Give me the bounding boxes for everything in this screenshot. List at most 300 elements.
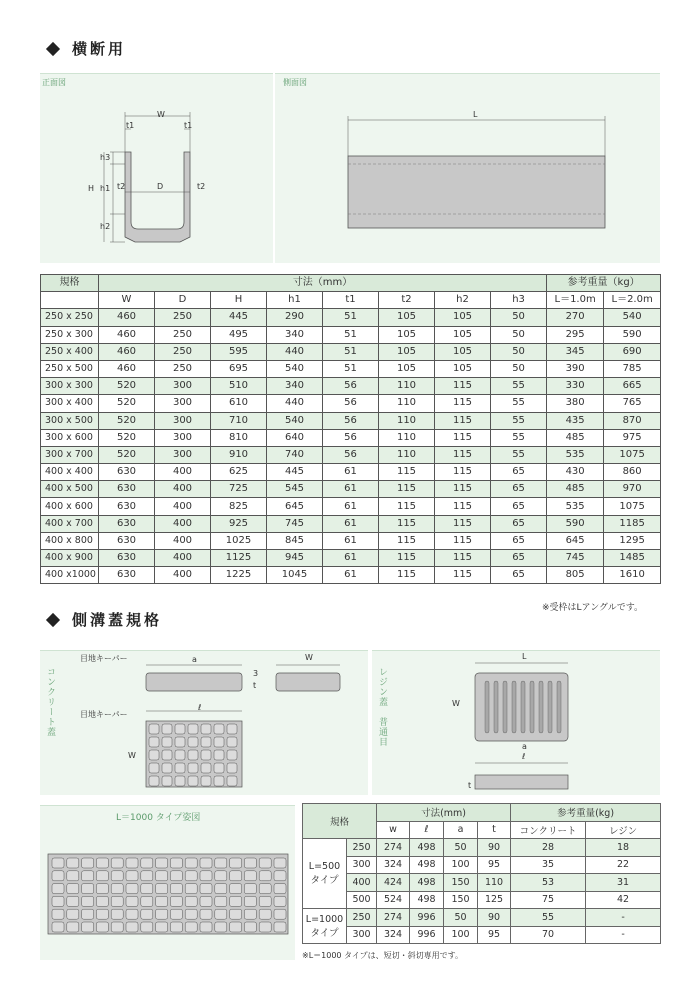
value-cell: 445 (211, 309, 267, 326)
value-cell: 105 (435, 360, 491, 377)
value-cell: 645 (267, 498, 323, 515)
cover-hole (215, 922, 227, 932)
cover-value-cell: 42 (586, 891, 661, 909)
cover-hole (141, 922, 153, 932)
value-cell: 115 (379, 481, 435, 498)
section-title-crossing (48, 38, 126, 59)
value-cell: 300 (155, 378, 211, 395)
col-header: t1 (323, 292, 379, 309)
cover-hole (259, 896, 271, 906)
table-row (41, 429, 661, 446)
value-cell: 55 (491, 412, 547, 429)
size-cell: 300 x 700 (41, 446, 99, 463)
dim-W-top: W (305, 653, 313, 662)
value-cell: 400 (155, 515, 211, 532)
table-row (41, 412, 661, 429)
value-cell: 65 (491, 550, 547, 567)
value-cell: 400 (155, 464, 211, 481)
cover-hole (175, 750, 185, 760)
value-cell: 65 (491, 515, 547, 532)
value-cell: 785 (604, 360, 661, 377)
value-cell: 105 (435, 343, 491, 360)
col-header: H (211, 292, 267, 309)
value-cell: 115 (435, 515, 491, 532)
joint-keeper-label-1: 目地キーパー (80, 654, 128, 663)
value-cell: 640 (267, 429, 323, 446)
cover-value-cell: 55 (511, 909, 586, 927)
cover-hole (185, 909, 197, 919)
cover-note: ※L＝1000 タイプは、短切・斜切専用です。 (302, 951, 464, 960)
value-cell: 340 (267, 378, 323, 395)
cover-table-row (303, 856, 661, 874)
cover-hole (200, 884, 212, 894)
cover-table-row (303, 891, 661, 909)
cover-table-row (303, 874, 661, 892)
cover-hole (185, 896, 197, 906)
value-cell: 51 (323, 360, 379, 377)
cover-hole (200, 922, 212, 932)
cover-col-header: t (478, 821, 511, 839)
cover-table (302, 803, 661, 944)
cover-hole (52, 896, 64, 906)
cover-hole (214, 750, 224, 760)
dim-D: D (157, 182, 164, 191)
cover-hole (175, 776, 185, 786)
value-cell: 105 (435, 326, 491, 343)
resin-slot (521, 681, 525, 733)
col-header: h3 (491, 292, 547, 309)
cover-value-cell: 110 (478, 874, 511, 892)
value-cell: 460 (99, 309, 155, 326)
value-cell: 630 (99, 481, 155, 498)
cover-hole (201, 776, 211, 786)
cover-value-cell: 90 (478, 839, 511, 857)
cover-hole (200, 871, 212, 881)
value-cell: 765 (604, 395, 661, 412)
col-header: t2 (379, 292, 435, 309)
dim-h3: h3 (100, 153, 111, 162)
cover-hole (82, 909, 94, 919)
value-cell: 65 (491, 481, 547, 498)
value-cell: 485 (547, 481, 604, 498)
l1000-drawing (40, 806, 295, 961)
value-cell: 1075 (604, 446, 661, 463)
cover-hole (141, 884, 153, 894)
value-cell: 250 (155, 309, 211, 326)
cover-hole (126, 896, 138, 906)
cover-hole (259, 922, 271, 932)
cover-hole (175, 737, 185, 747)
table-row (41, 395, 661, 412)
cover-hole (188, 737, 198, 747)
concrete-cover-panel (40, 650, 368, 795)
cover-hole (126, 922, 138, 932)
cover-hole (244, 858, 256, 868)
value-cell: 445 (267, 464, 323, 481)
section-title-text: 横断用 (72, 40, 127, 58)
value-cell: 970 (604, 481, 661, 498)
cover-col-header: a (444, 821, 478, 839)
cover-hole (170, 909, 182, 919)
cover-hole (156, 871, 168, 881)
value-cell: 925 (211, 515, 267, 532)
cover-hole (170, 884, 182, 894)
cover-hole (126, 884, 138, 894)
cover-hole (126, 909, 138, 919)
cover-hole (214, 737, 224, 747)
cover-hole (259, 884, 271, 894)
value-cell: 110 (379, 378, 435, 395)
value-cell: 110 (379, 412, 435, 429)
cover-value-cell: 150 (444, 891, 478, 909)
dim-resin-l: ℓ (522, 752, 526, 761)
dim-W: W (157, 110, 165, 119)
cover-hole (227, 737, 237, 747)
value-cell: 1045 (267, 567, 323, 584)
cover-size-cell: 250 (347, 909, 377, 927)
cover-value-cell: 498 (410, 874, 444, 892)
cover-value-cell: 324 (377, 856, 410, 874)
cover-header-weight: 参考重量(kg) (511, 804, 661, 822)
value-cell: 1485 (604, 550, 661, 567)
cover-hole (52, 871, 64, 881)
cover-hole (244, 922, 256, 932)
size-cell: 400 x 500 (41, 481, 99, 498)
cover-hole (274, 884, 286, 894)
cover-hole (149, 737, 159, 747)
value-cell: 380 (547, 395, 604, 412)
cover-hole (52, 858, 64, 868)
value-cell: 495 (211, 326, 267, 343)
value-cell: 115 (435, 550, 491, 567)
value-cell: 56 (323, 412, 379, 429)
value-cell: 1125 (211, 550, 267, 567)
cover-hole (141, 896, 153, 906)
value-cell: 710 (211, 412, 267, 429)
cover-hole (52, 922, 64, 932)
value-cell: 115 (435, 378, 491, 395)
size-cell: 300 x 500 (41, 412, 99, 429)
cover-hole (230, 922, 242, 932)
value-cell: 250 (155, 326, 211, 343)
value-cell: 400 (155, 567, 211, 584)
value-cell: 630 (99, 498, 155, 515)
cover-hole (126, 871, 138, 881)
value-cell: 485 (547, 429, 604, 446)
value-cell: 825 (211, 498, 267, 515)
cover-hole (149, 750, 159, 760)
value-cell: 115 (379, 550, 435, 567)
value-cell: 105 (379, 343, 435, 360)
size-cell: 250 x 500 (41, 360, 99, 377)
resin-slot (512, 681, 516, 733)
resin-slot (494, 681, 498, 733)
diamond-icon (46, 41, 60, 55)
value-cell: 595 (211, 343, 267, 360)
cover-value-cell: - (586, 926, 661, 944)
cover-hole (185, 871, 197, 881)
cover-hole (162, 737, 172, 747)
cover-hole (201, 763, 211, 773)
dim-resin-t: t (468, 781, 472, 790)
value-cell: 630 (99, 515, 155, 532)
cover-hole (230, 884, 242, 894)
dim-resin-a: a (522, 742, 527, 751)
cover-value-cell: 424 (377, 874, 410, 892)
value-cell: 65 (491, 567, 547, 584)
value-cell: 805 (547, 567, 604, 584)
cover-hole (149, 776, 159, 786)
cover-hole (227, 750, 237, 760)
value-cell: 430 (547, 464, 604, 481)
size-cell: 250 x 250 (41, 309, 99, 326)
cover-hole (82, 871, 94, 881)
cover-weight-col-header: レジン (586, 821, 661, 839)
value-cell: 1025 (211, 532, 267, 549)
cover-value-cell: 35 (511, 856, 586, 874)
concrete-cover-label: コンクリート蓋 (45, 667, 55, 737)
value-cell: 110 (379, 395, 435, 412)
value-cell: 625 (211, 464, 267, 481)
cover-hole (149, 763, 159, 773)
table-row (41, 309, 661, 326)
cover-hole (215, 909, 227, 919)
dim-resin-W: W (452, 699, 460, 708)
cover-hole (274, 922, 286, 932)
side-view-label: 側面図 (283, 78, 307, 87)
cover-hole (96, 896, 108, 906)
value-cell: 51 (323, 343, 379, 360)
value-cell: 1225 (211, 567, 267, 584)
value-cell: 520 (99, 429, 155, 446)
value-cell: 345 (547, 343, 604, 360)
value-cell: 535 (547, 498, 604, 515)
value-cell: 105 (379, 360, 435, 377)
dim-t1-right: t1 (184, 121, 193, 130)
value-cell: 50 (491, 309, 547, 326)
table-row (41, 464, 661, 481)
size-cell: 400 x 600 (41, 498, 99, 515)
cover-value-cell: - (586, 909, 661, 927)
value-cell: 520 (99, 378, 155, 395)
value-cell: 1075 (604, 498, 661, 515)
value-cell: 910 (211, 446, 267, 463)
cover-hole (170, 922, 182, 932)
cover-hole (67, 884, 79, 894)
value-cell: 105 (379, 326, 435, 343)
size-cell: 250 x 300 (41, 326, 99, 343)
dim-h2: h2 (100, 222, 111, 231)
value-cell: 115 (379, 464, 435, 481)
value-cell: 300 (155, 395, 211, 412)
dim-t2-left: t2 (117, 182, 126, 191)
value-cell: 115 (435, 464, 491, 481)
cover-hole (156, 896, 168, 906)
group-name-cell (303, 909, 347, 944)
value-cell: 440 (267, 395, 323, 412)
cover-size-cell: 250 (347, 839, 377, 857)
cover-hole (227, 776, 237, 786)
header-blank (41, 292, 99, 309)
value-cell: 630 (99, 464, 155, 481)
group-name-line2: タイプ (310, 875, 339, 886)
cover-value-cell: 31 (586, 874, 661, 892)
value-cell: 340 (267, 326, 323, 343)
value-cell: 540 (267, 412, 323, 429)
value-cell: 400 (155, 498, 211, 515)
cover-value-cell: 95 (478, 856, 511, 874)
cover-hole (188, 763, 198, 773)
cover-hole (188, 724, 198, 734)
value-cell: 65 (491, 532, 547, 549)
cover-value-cell: 524 (377, 891, 410, 909)
cover-hole (215, 858, 227, 868)
header-weight: 参考重量（kg） (547, 275, 661, 292)
table-row (41, 343, 661, 360)
cover-value-cell: 95 (478, 926, 511, 944)
resin-cover-panel (372, 650, 660, 795)
value-cell: 65 (491, 464, 547, 481)
value-cell: 61 (323, 498, 379, 515)
dim-l: ℓ (198, 703, 202, 712)
value-cell: 61 (323, 532, 379, 549)
cover-value-cell: 100 (444, 856, 478, 874)
value-cell: 725 (211, 481, 267, 498)
value-cell: 115 (379, 515, 435, 532)
spec-note: ※受枠はLアングルです。 (542, 603, 644, 613)
cover-value-cell: 150 (444, 874, 478, 892)
value-cell: 295 (547, 326, 604, 343)
value-cell: 61 (323, 550, 379, 567)
cover-table-row (303, 839, 661, 857)
cover-value-cell: 53 (511, 874, 586, 892)
value-cell: 630 (99, 567, 155, 584)
dim-3: 3 (253, 669, 259, 678)
value-cell: 690 (604, 343, 661, 360)
value-cell: 55 (491, 446, 547, 463)
cover-hole (82, 884, 94, 894)
cover-hole (162, 763, 172, 773)
value-cell: 50 (491, 343, 547, 360)
value-cell: 115 (435, 498, 491, 515)
cover-hole (259, 871, 271, 881)
cover-hole (111, 858, 123, 868)
value-cell: 115 (435, 481, 491, 498)
weight-col-header: L＝2.0m (604, 292, 661, 309)
cover-hole (244, 871, 256, 881)
cover-hole (188, 750, 198, 760)
side-view-drawing (275, 74, 660, 264)
cover-hole (201, 750, 211, 760)
value-cell: 115 (379, 532, 435, 549)
value-cell: 810 (211, 429, 267, 446)
cover-value-cell: 274 (377, 909, 410, 927)
cover-size-cell: 300 (347, 926, 377, 944)
diamond-icon (46, 612, 60, 626)
group-name-line1: L=1000 (305, 913, 344, 925)
cover-value-cell: 498 (410, 839, 444, 857)
cover-hole (170, 871, 182, 881)
cover-hole (52, 884, 64, 894)
cover-hole (111, 909, 123, 919)
size-cell: 400 x 700 (41, 515, 99, 532)
cover-value-cell: 996 (410, 909, 444, 927)
cover-value-cell: 90 (478, 909, 511, 927)
cover-hole (259, 858, 271, 868)
dim-H: H (88, 184, 95, 193)
value-cell: 510 (211, 378, 267, 395)
cover-hole (141, 909, 153, 919)
front-view-panel (40, 73, 273, 263)
cover-hole (244, 909, 256, 919)
table-row (41, 446, 661, 463)
cover-hole (201, 737, 211, 747)
value-cell: 330 (547, 378, 604, 395)
value-cell: 1610 (604, 567, 661, 584)
size-cell: 400 x 400 (41, 464, 99, 481)
cover-hole (111, 922, 123, 932)
l1000-label: L＝1000 タイプ姿図 (116, 813, 201, 823)
value-cell: 400 (155, 550, 211, 567)
resin-slot (548, 681, 552, 733)
spec-table (40, 274, 661, 584)
cover-hole (185, 922, 197, 932)
cover-value-cell: 498 (410, 891, 444, 909)
value-cell: 545 (267, 481, 323, 498)
value-cell: 745 (547, 550, 604, 567)
value-cell: 870 (604, 412, 661, 429)
value-cell: 440 (267, 343, 323, 360)
cover-hole (52, 909, 64, 919)
resin-cover-label: レジン蓋 普通目 (377, 667, 387, 747)
value-cell: 55 (491, 395, 547, 412)
value-cell: 460 (99, 343, 155, 360)
cover-hole (188, 776, 198, 786)
joint-keeper-label-2: 目地キーパー (80, 710, 128, 719)
value-cell: 300 (155, 429, 211, 446)
cover-hole (156, 884, 168, 894)
l1000-panel (40, 805, 295, 960)
cover-hole (200, 909, 212, 919)
cover-hole (259, 909, 271, 919)
cover-hole (230, 896, 242, 906)
cover-hole (96, 858, 108, 868)
cover-hole (274, 896, 286, 906)
value-cell: 520 (99, 395, 155, 412)
resin-slot (503, 681, 507, 733)
header-size: 規格 (41, 275, 99, 292)
col-header: W (99, 292, 155, 309)
value-cell: 645 (547, 532, 604, 549)
value-cell: 535 (547, 446, 604, 463)
size-cell: 400 x 900 (41, 550, 99, 567)
dim-t: t (253, 681, 257, 690)
cover-hole (215, 871, 227, 881)
cover-hole (67, 896, 79, 906)
value-cell: 630 (99, 550, 155, 567)
value-cell: 55 (491, 378, 547, 395)
cover-hole (244, 896, 256, 906)
value-cell: 400 (155, 481, 211, 498)
table-row (41, 550, 661, 567)
cover-hole (227, 724, 237, 734)
cover-hole (244, 884, 256, 894)
weight-col-header: L＝1.0m (547, 292, 604, 309)
value-cell: 110 (379, 446, 435, 463)
value-cell: 110 (379, 429, 435, 446)
size-cell: 300 x 400 (41, 395, 99, 412)
cover-hole (96, 871, 108, 881)
